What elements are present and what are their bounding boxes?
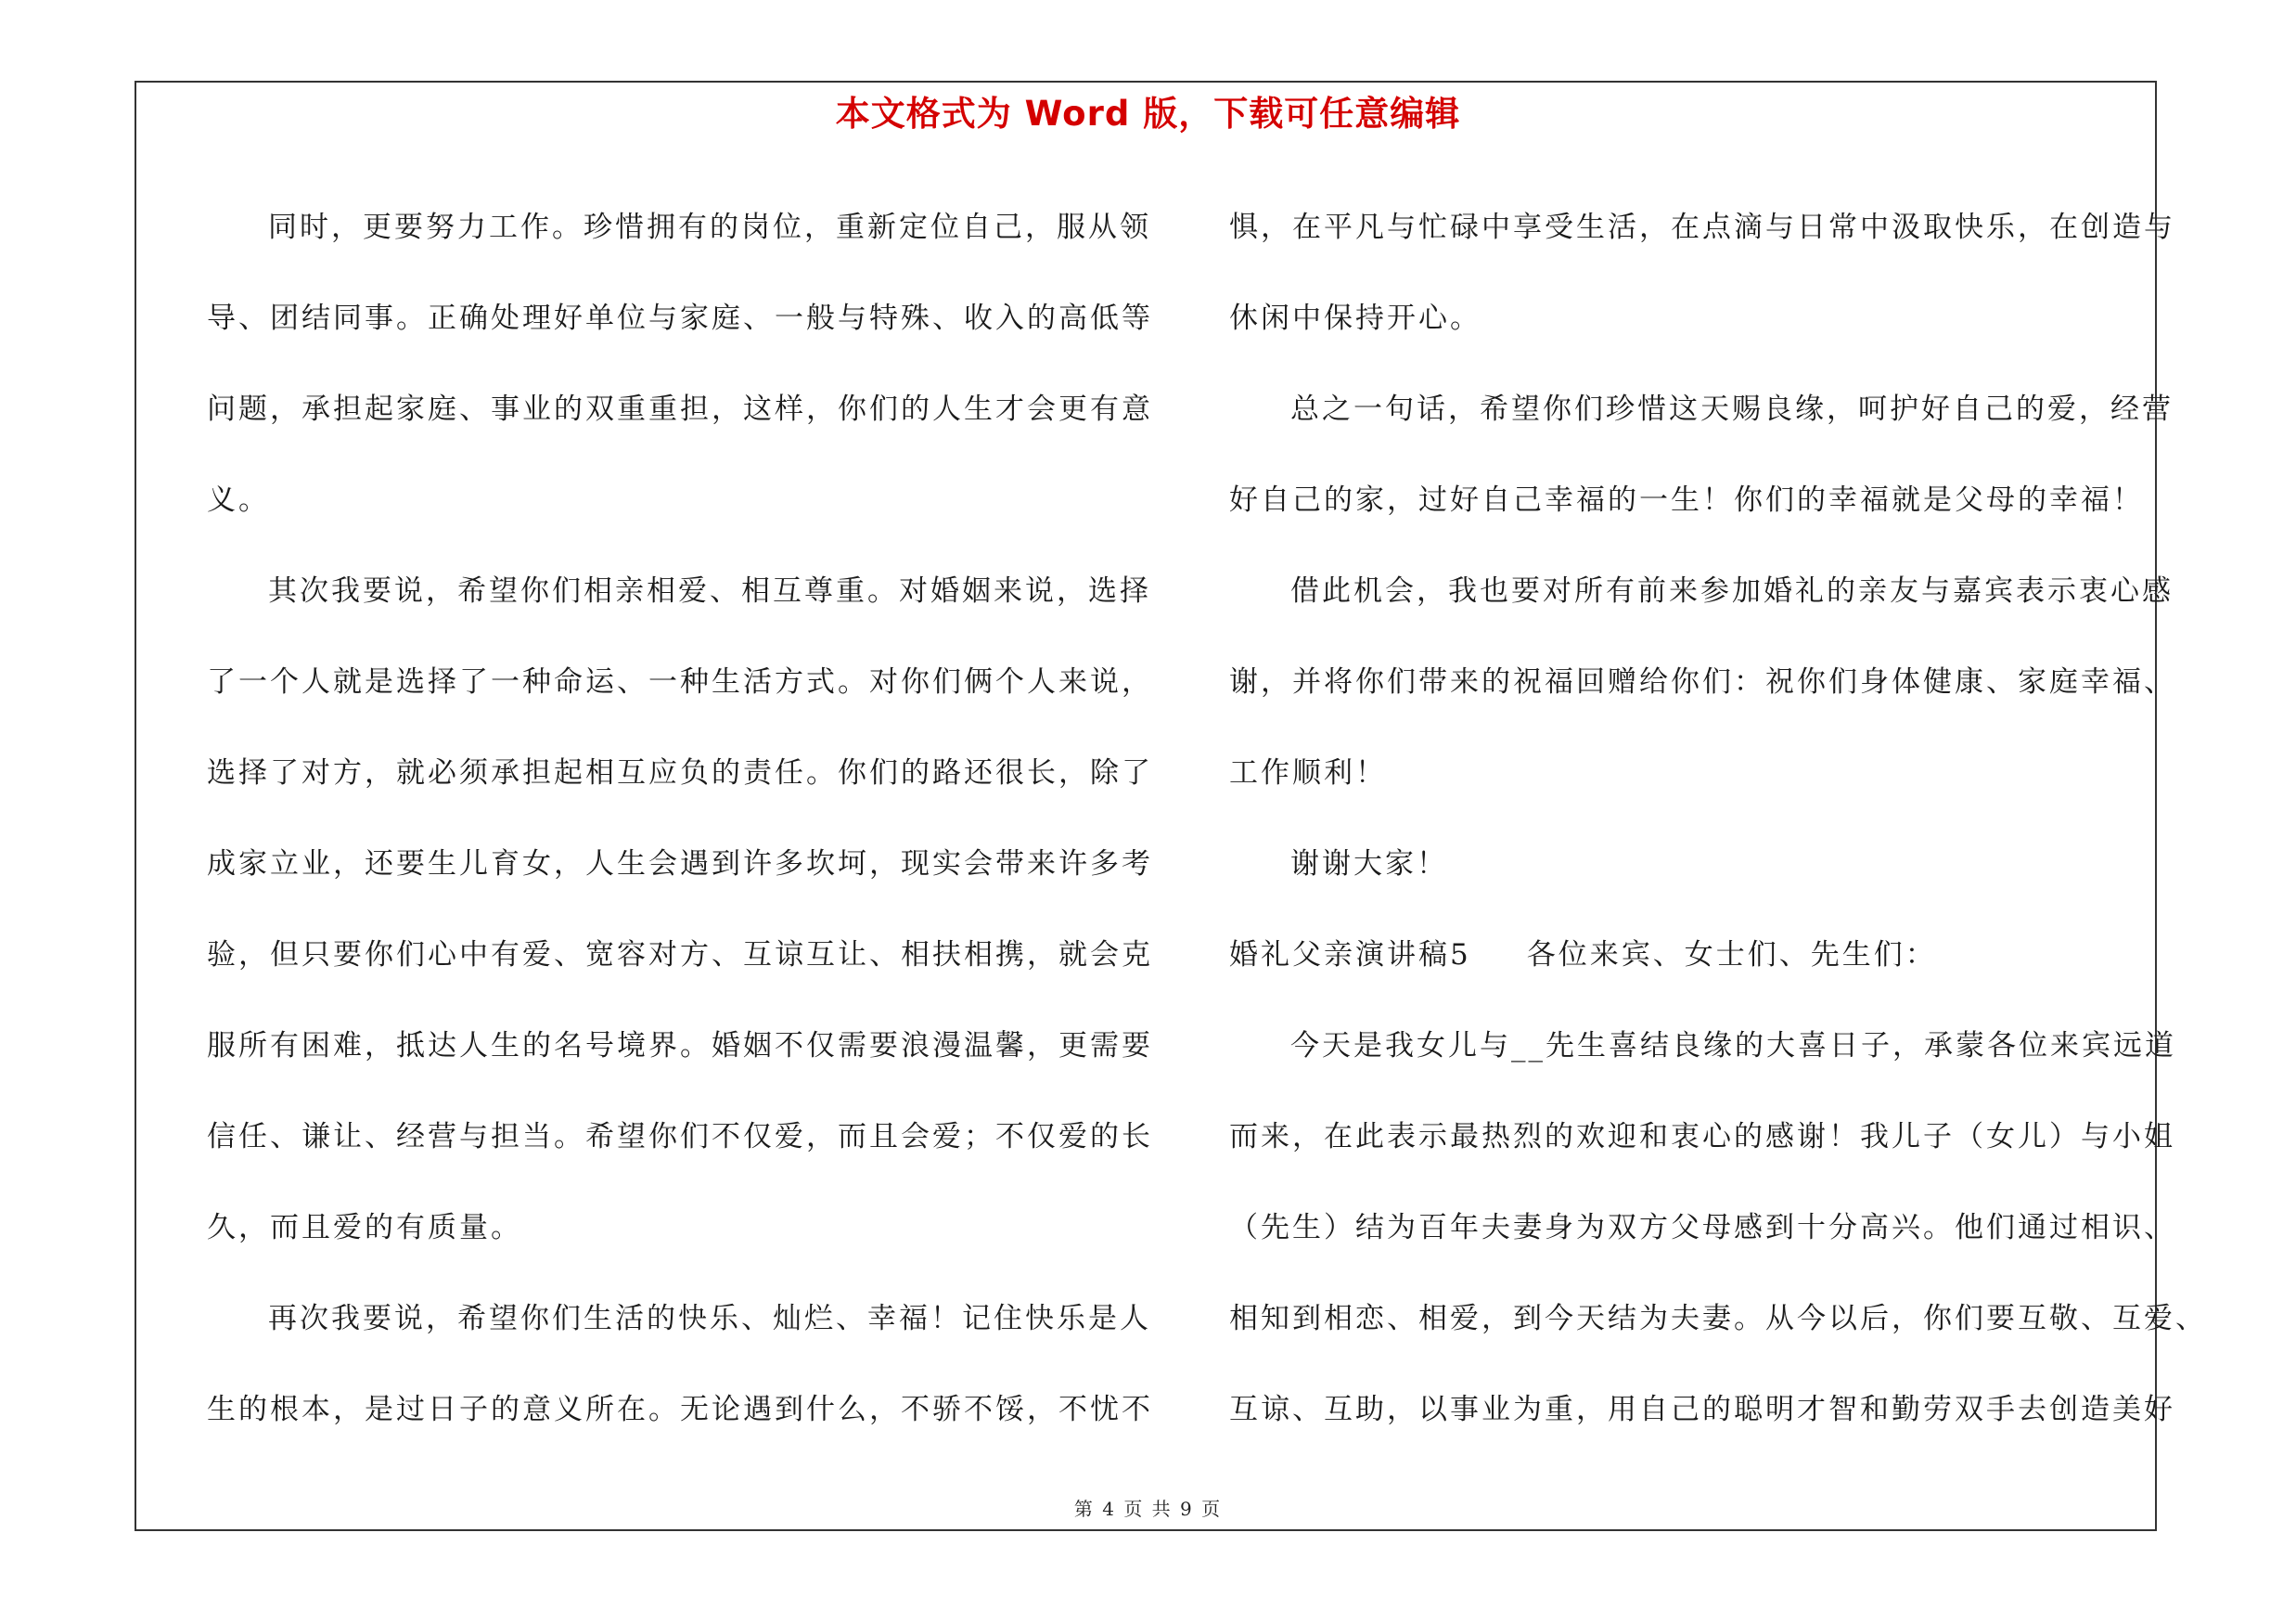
- editable-notice-banner: 本文格式为 Word 版，下载可任意编辑: [835, 94, 1461, 134]
- salutation: 各位来宾、女士们、先生们：: [1526, 938, 1937, 972]
- text-line: 互谅、互助，以事业为重，用自己的聪明才智和勤劳双手去创造美好: [1229, 1393, 2175, 1426]
- text-line: 工作顺利！: [1229, 756, 1387, 790]
- text-line: 验，但只要你们心中有爱、宽容对方、互谅互让、相扶相携，就会克: [207, 938, 1153, 972]
- text-line: 导、团结同事。正确处理好单位与家庭、一般与特殊、收入的高低等: [207, 302, 1153, 335]
- section-heading: 婚礼父亲演讲稿5: [1229, 938, 1471, 972]
- text-line: 久，而且爱的有质量。: [207, 1211, 522, 1244]
- text-line: 好自己的家，过好自己幸福的一生！你们的幸福就是父母的幸福！: [1229, 483, 2144, 517]
- text-line: 谢谢大家！: [1290, 847, 1448, 881]
- text-line: 借此机会，我也要对所有前来参加婚礼的亲友与嘉宾表示衷心感: [1290, 574, 2174, 608]
- text-line: （先生）结为百年夫妻身为双方父母感到十分高兴。他们通过相识、: [1229, 1211, 2175, 1244]
- text-line: 休闲中保持开心。: [1229, 302, 1481, 335]
- text-line: 其次我要说，希望你们相亲相爱、相互尊重。对婚姻来说，选择: [268, 574, 1151, 608]
- section-heading-line: [1229, 909, 2157, 1000]
- text-line: 信任、谦让、经营与担当。希望你们不仅爱，而且会爱；不仅爱的长: [207, 1120, 1153, 1153]
- text-line: 服所有困难，抵达人生的名号境界。婚姻不仅需要浪漫温馨，更需要: [207, 1029, 1153, 1063]
- text-line: 生的根本，是过日子的意义所在。无论遇到什么，不骄不馁，不忧不: [207, 1393, 1153, 1426]
- text-line: 问题，承担起家庭、事业的双重重担，这样，你们的人生才会更有意: [207, 393, 1153, 426]
- text-line: 惧，在平凡与忙碌中享受生活，在点滴与日常中汲取快乐，在创造与: [1229, 211, 2175, 244]
- left-text-column: [207, 182, 1153, 1455]
- text-line: 而来，在此表示最热烈的欢迎和衷心的感谢！我儿子（女儿）与小姐: [1229, 1120, 2175, 1153]
- page-number-footer: 第 4 页 共 9 页: [1073, 1498, 1223, 1520]
- text-line: 了一个人就是选择了一种命运、一种生活方式。对你们俩个人来说，: [207, 665, 1153, 699]
- text-line: 总之一句话，希望你们珍惜这天赐良缘，呵护好自己的爱，经营: [1290, 393, 2174, 426]
- text-line: 再次我要说，希望你们生活的快乐、灿烂、幸福！记住快乐是人: [268, 1302, 1151, 1335]
- text-line: 谢，并将你们带来的祝福回赠给你们：祝你们身体健康、家庭幸福、: [1229, 665, 2175, 699]
- text-line: 选择了对方，就必须承担起相互应负的责任。你们的路还很长，除了: [207, 756, 1153, 790]
- text-line: 相知到相恋、相爱，到今天结为夫妻。从今以后，你们要互敬、互爱、: [1229, 1302, 2207, 1335]
- text-line: 今天是我女儿与__先生喜结良缘的大喜日子，承蒙各位来宾远道: [1290, 1029, 2176, 1063]
- text-line: 成家立业，还要生儿育女，人生会遇到许多坎坷，现实会带来许多考: [207, 847, 1153, 881]
- text-line: 义。: [207, 483, 270, 517]
- text-line: 同时，更要努力工作。珍惜拥有的岗位，重新定位自己，服从领: [268, 211, 1151, 244]
- right-text-column: [1229, 182, 2207, 1455]
